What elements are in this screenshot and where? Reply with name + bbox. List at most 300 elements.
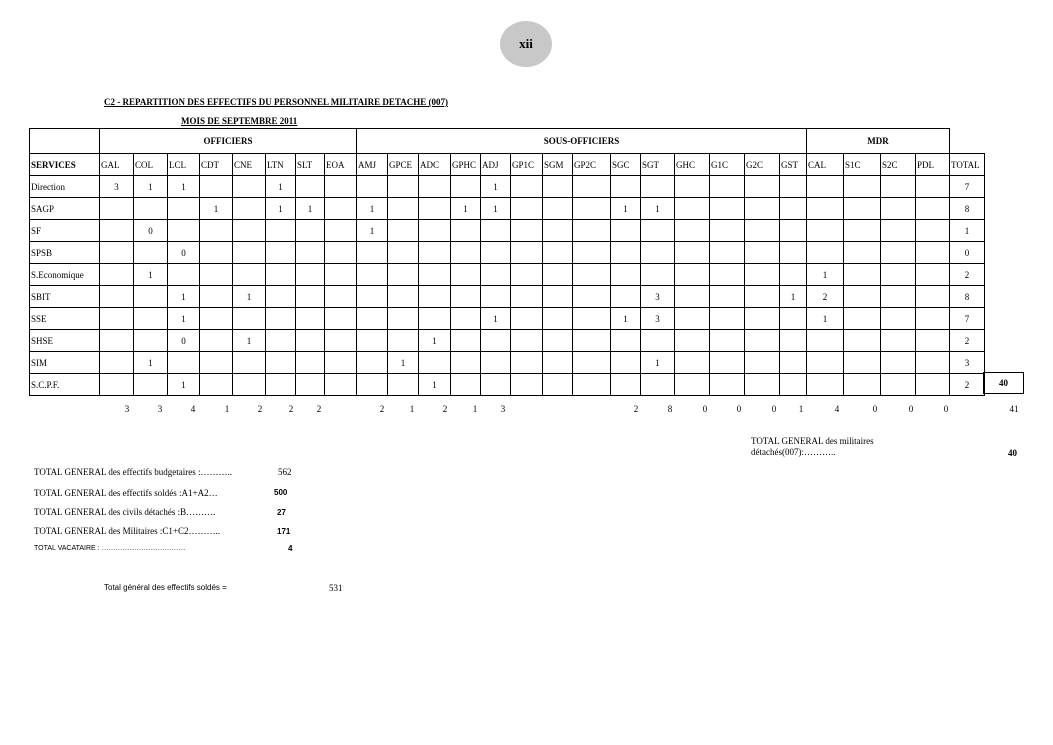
count-cell [710, 374, 745, 396]
table-row [30, 198, 985, 220]
count-cell [451, 330, 481, 352]
count-cell [325, 374, 357, 396]
count-cell [388, 330, 419, 352]
row-total-cell: 8 [950, 286, 985, 308]
count-cell: 1 [780, 286, 807, 308]
count-cell [675, 374, 710, 396]
count-cell [168, 264, 200, 286]
col-header: SGM [543, 154, 573, 176]
count-cell [807, 352, 844, 374]
column-header-row [30, 154, 985, 176]
col-header: CNE [233, 154, 266, 176]
count-cell [134, 198, 168, 220]
count-cell [745, 286, 780, 308]
count-cell [388, 308, 419, 330]
count-cell [325, 330, 357, 352]
col-header: LCL [168, 154, 200, 176]
col-header: GPCE [388, 154, 419, 176]
count-cell [573, 374, 611, 396]
service-name: SSE [30, 308, 100, 330]
column-total-value: 4 [190, 404, 196, 414]
count-cell [481, 352, 511, 374]
count-cell [916, 330, 950, 352]
count-cell [511, 330, 543, 352]
column-total-value: 2 [633, 404, 639, 414]
count-cell [419, 198, 451, 220]
count-cell [881, 352, 916, 374]
services-header: SERVICES [30, 154, 100, 176]
count-cell [451, 374, 481, 396]
col-header: SGC [611, 154, 641, 176]
count-cell [100, 330, 134, 352]
service-name: SAGP [30, 198, 100, 220]
summary-label: TOTAL GENERAL des civils détachés :B………. [34, 507, 216, 517]
summary-value: 500 [274, 488, 288, 497]
count-cell [451, 352, 481, 374]
count-cell [611, 352, 641, 374]
count-cell: 1 [357, 198, 388, 220]
count-cell [710, 286, 745, 308]
column-total-value: 0 [908, 404, 914, 414]
count-cell [710, 264, 745, 286]
column-total-value: 0 [943, 404, 949, 414]
count-cell: 1 [134, 264, 168, 286]
count-cell [710, 242, 745, 264]
count-cell [916, 286, 950, 308]
count-cell [844, 264, 881, 286]
count-cell [916, 220, 950, 242]
table-row [30, 176, 985, 198]
count-cell [511, 286, 543, 308]
count-cell [543, 308, 573, 330]
count-cell [881, 264, 916, 286]
count-cell [844, 308, 881, 330]
count-cell [807, 374, 844, 396]
column-total-value: 41 [1009, 404, 1019, 414]
count-cell: 1 [168, 176, 200, 198]
col-header: G2C [745, 154, 780, 176]
count-cell [419, 176, 451, 198]
summary-value: 562 [278, 467, 292, 477]
count-cell [200, 352, 233, 374]
document-subtitle: MOIS DE SEPTEMBRE 2011 [181, 116, 298, 126]
service-name: S.Economique [30, 264, 100, 286]
count-cell [641, 176, 675, 198]
summary-value: 27 [277, 508, 286, 517]
service-name: SF [30, 220, 100, 242]
count-cell [100, 352, 134, 374]
count-cell [266, 352, 296, 374]
service-name: Direction [30, 176, 100, 198]
count-cell [357, 242, 388, 264]
count-cell [388, 176, 419, 198]
col-header: GAL [100, 154, 134, 176]
count-cell [807, 220, 844, 242]
count-cell [481, 264, 511, 286]
group-officiers: OFFICIERS [100, 129, 357, 154]
count-cell [573, 242, 611, 264]
count-cell: 1 [481, 198, 511, 220]
page-number: xii [519, 36, 533, 51]
col-header: G1C [710, 154, 745, 176]
document-title: C2 - REPARTITION DES EFFECTIFS DU PERSONNEL MILITAIRE DETACHE (007) [104, 97, 448, 107]
count-cell [916, 352, 950, 374]
count-cell [419, 220, 451, 242]
count-cell [357, 286, 388, 308]
count-cell [710, 308, 745, 330]
count-cell [844, 176, 881, 198]
count-cell: 1 [481, 308, 511, 330]
count-cell: 1 [266, 176, 296, 198]
count-cell [511, 352, 543, 374]
count-cell [325, 264, 357, 286]
col-header: GHC [675, 154, 710, 176]
count-cell [710, 198, 745, 220]
side-total-box: 40 [983, 372, 1024, 394]
count-cell [419, 352, 451, 374]
count-cell [233, 176, 266, 198]
count-cell [266, 242, 296, 264]
count-cell [745, 330, 780, 352]
count-cell [844, 198, 881, 220]
count-cell [844, 242, 881, 264]
count-cell [675, 198, 710, 220]
group-blank-cell [950, 129, 985, 154]
count-cell [168, 198, 200, 220]
count-cell [266, 374, 296, 396]
count-cell [675, 330, 710, 352]
count-cell [388, 198, 419, 220]
col-header: CAL [807, 154, 844, 176]
column-total-value: 3 [124, 404, 130, 414]
count-cell: 0 [134, 220, 168, 242]
count-cell: 1 [807, 308, 844, 330]
summary-label: TOTAL GENERAL des effectifs budgetaires :……….. [34, 467, 232, 477]
count-cell [325, 286, 357, 308]
count-cell: 3 [641, 286, 675, 308]
count-cell: 1 [807, 264, 844, 286]
column-total-value: 0 [771, 404, 777, 414]
count-cell [200, 220, 233, 242]
count-cell [388, 374, 419, 396]
column-total-value: 8 [667, 404, 673, 414]
service-name: S.C.P.F. [30, 374, 100, 396]
count-cell [296, 286, 325, 308]
count-cell [881, 374, 916, 396]
count-cell [573, 176, 611, 198]
count-cell [481, 242, 511, 264]
count-cell [916, 198, 950, 220]
col-header: GPHC [451, 154, 481, 176]
count-cell [881, 330, 916, 352]
count-cell [511, 374, 543, 396]
col-header: S2C [881, 154, 916, 176]
count-cell: 1 [168, 286, 200, 308]
count-cell [511, 198, 543, 220]
count-cell [134, 308, 168, 330]
count-cell [641, 374, 675, 396]
count-cell [233, 264, 266, 286]
count-cell [266, 308, 296, 330]
count-cell: 1 [168, 308, 200, 330]
count-cell: 1 [611, 198, 641, 220]
count-cell [200, 308, 233, 330]
count-cell [611, 242, 641, 264]
row-total-cell: 2 [950, 330, 985, 352]
count-cell [675, 352, 710, 374]
count-cell [543, 242, 573, 264]
count-cell: 3 [641, 308, 675, 330]
count-cell [916, 308, 950, 330]
column-total-value: 4 [834, 404, 840, 414]
col-header: ADJ [481, 154, 511, 176]
count-cell [881, 242, 916, 264]
col-header: ADC [419, 154, 451, 176]
count-cell [296, 374, 325, 396]
count-cell [266, 286, 296, 308]
count-cell [675, 308, 710, 330]
count-cell [745, 264, 780, 286]
count-cell: 1 [296, 198, 325, 220]
table-row [30, 220, 985, 242]
col-header: LTN [266, 154, 296, 176]
column-total-value: 2 [288, 404, 294, 414]
count-cell [844, 374, 881, 396]
count-cell [780, 220, 807, 242]
count-cell [573, 286, 611, 308]
count-cell [543, 286, 573, 308]
count-cell [611, 286, 641, 308]
count-cell [641, 264, 675, 286]
count-cell [200, 264, 233, 286]
count-cell: 0 [168, 330, 200, 352]
count-cell [807, 330, 844, 352]
count-cell [100, 198, 134, 220]
table-row [30, 374, 985, 396]
count-cell [233, 242, 266, 264]
table-row [30, 330, 985, 352]
count-cell [168, 352, 200, 374]
count-cell [745, 308, 780, 330]
row-total-cell: 8 [950, 198, 985, 220]
column-total-value: 2 [442, 404, 448, 414]
table-row [30, 352, 985, 374]
column-total-value: 1 [798, 404, 804, 414]
count-cell: 1 [134, 352, 168, 374]
count-cell [881, 286, 916, 308]
column-total-value: 1 [472, 404, 478, 414]
column-total-value: 1 [409, 404, 415, 414]
count-cell [451, 242, 481, 264]
count-cell [481, 286, 511, 308]
count-cell [916, 242, 950, 264]
count-cell [641, 220, 675, 242]
count-cell [388, 242, 419, 264]
row-total-cell: 3 [950, 352, 985, 374]
col-header: S1C [844, 154, 881, 176]
count-cell: 1 [168, 374, 200, 396]
count-cell [573, 352, 611, 374]
count-cell [780, 176, 807, 198]
count-cell [481, 330, 511, 352]
table-body [30, 176, 985, 396]
count-cell [233, 308, 266, 330]
col-header: EOA [325, 154, 357, 176]
service-name: SIM [30, 352, 100, 374]
count-cell: 1 [481, 176, 511, 198]
count-cell [675, 242, 710, 264]
count-cell: 1 [266, 198, 296, 220]
group-mdr: MDR [807, 129, 950, 154]
count-cell [357, 264, 388, 286]
count-cell [451, 308, 481, 330]
count-cell: 1 [641, 352, 675, 374]
count-cell [543, 198, 573, 220]
count-cell [807, 198, 844, 220]
count-cell [325, 198, 357, 220]
count-cell [780, 308, 807, 330]
count-cell [200, 374, 233, 396]
count-cell [419, 286, 451, 308]
count-cell [611, 220, 641, 242]
count-cell: 1 [611, 308, 641, 330]
count-cell [451, 264, 481, 286]
count-cell [780, 330, 807, 352]
count-cell [200, 286, 233, 308]
count-cell [611, 264, 641, 286]
count-cell [511, 242, 543, 264]
count-cell: 1 [200, 198, 233, 220]
count-cell [710, 220, 745, 242]
row-total-cell: 7 [950, 308, 985, 330]
count-cell [296, 330, 325, 352]
count-cell [916, 264, 950, 286]
count-cell [780, 374, 807, 396]
table-row [30, 242, 985, 264]
count-cell [543, 330, 573, 352]
count-cell [325, 308, 357, 330]
group-sous-officiers: SOUS-OFFICIERS [357, 129, 807, 154]
count-cell [511, 220, 543, 242]
count-cell [844, 286, 881, 308]
count-cell: 1 [641, 198, 675, 220]
count-cell [134, 286, 168, 308]
service-name: SBIT [30, 286, 100, 308]
col-header: GP1C [511, 154, 543, 176]
count-cell [611, 374, 641, 396]
count-cell [388, 264, 419, 286]
count-cell: 1 [419, 374, 451, 396]
count-cell [200, 242, 233, 264]
column-total-value: 3 [500, 404, 506, 414]
count-cell [481, 220, 511, 242]
staff-table [29, 128, 985, 396]
count-cell [745, 198, 780, 220]
count-cell [511, 264, 543, 286]
count-cell [710, 352, 745, 374]
count-cell [296, 264, 325, 286]
count-cell [451, 176, 481, 198]
count-cell [388, 286, 419, 308]
total-soldes-label: Total général des effectifs soldés = [104, 583, 227, 592]
count-cell [296, 176, 325, 198]
count-cell [881, 220, 916, 242]
col-header: GST [780, 154, 807, 176]
services-group-cell [30, 129, 100, 154]
count-cell [233, 198, 266, 220]
count-cell [100, 264, 134, 286]
col-header: AMJ [357, 154, 388, 176]
count-cell [357, 330, 388, 352]
count-cell [745, 352, 780, 374]
column-total-value: 1 [224, 404, 230, 414]
row-total-cell: 1 [950, 220, 985, 242]
count-cell [325, 220, 357, 242]
count-cell [357, 308, 388, 330]
count-cell [233, 220, 266, 242]
count-cell [916, 176, 950, 198]
count-cell [325, 176, 357, 198]
count-cell [675, 176, 710, 198]
count-cell [881, 176, 916, 198]
count-cell [710, 176, 745, 198]
col-header: SLT [296, 154, 325, 176]
count-cell [710, 330, 745, 352]
count-cell [543, 352, 573, 374]
count-cell [100, 308, 134, 330]
row-total-cell: 2 [950, 374, 985, 396]
col-header-total: TOTAL [950, 154, 985, 176]
count-cell [807, 242, 844, 264]
col-header: SGT [641, 154, 675, 176]
col-header: PDL [916, 154, 950, 176]
count-cell [780, 264, 807, 286]
group-header-row [30, 129, 985, 154]
count-cell [511, 308, 543, 330]
service-name: SPSB [30, 242, 100, 264]
count-cell: 3 [100, 176, 134, 198]
column-total-value: 0 [736, 404, 742, 414]
col-header: COL [134, 154, 168, 176]
count-cell [916, 374, 950, 396]
count-cell [134, 330, 168, 352]
count-cell [675, 220, 710, 242]
count-cell [357, 374, 388, 396]
row-total-cell: 0 [950, 242, 985, 264]
count-cell: 2 [807, 286, 844, 308]
count-cell [296, 220, 325, 242]
service-name: SHSE [30, 330, 100, 352]
count-cell [296, 308, 325, 330]
count-cell [573, 264, 611, 286]
count-cell [451, 286, 481, 308]
count-cell: 1 [419, 330, 451, 352]
count-cell [511, 176, 543, 198]
count-cell [100, 220, 134, 242]
count-cell [543, 264, 573, 286]
count-cell [573, 198, 611, 220]
count-cell [573, 330, 611, 352]
count-cell [266, 264, 296, 286]
count-cell [844, 220, 881, 242]
count-cell [200, 176, 233, 198]
count-cell [675, 264, 710, 286]
count-cell [745, 220, 780, 242]
table-row [30, 264, 985, 286]
count-cell [573, 220, 611, 242]
count-cell [881, 198, 916, 220]
summary-label: TOTAL GENERAL des effectifs soldés :A1+A2… [34, 488, 218, 498]
